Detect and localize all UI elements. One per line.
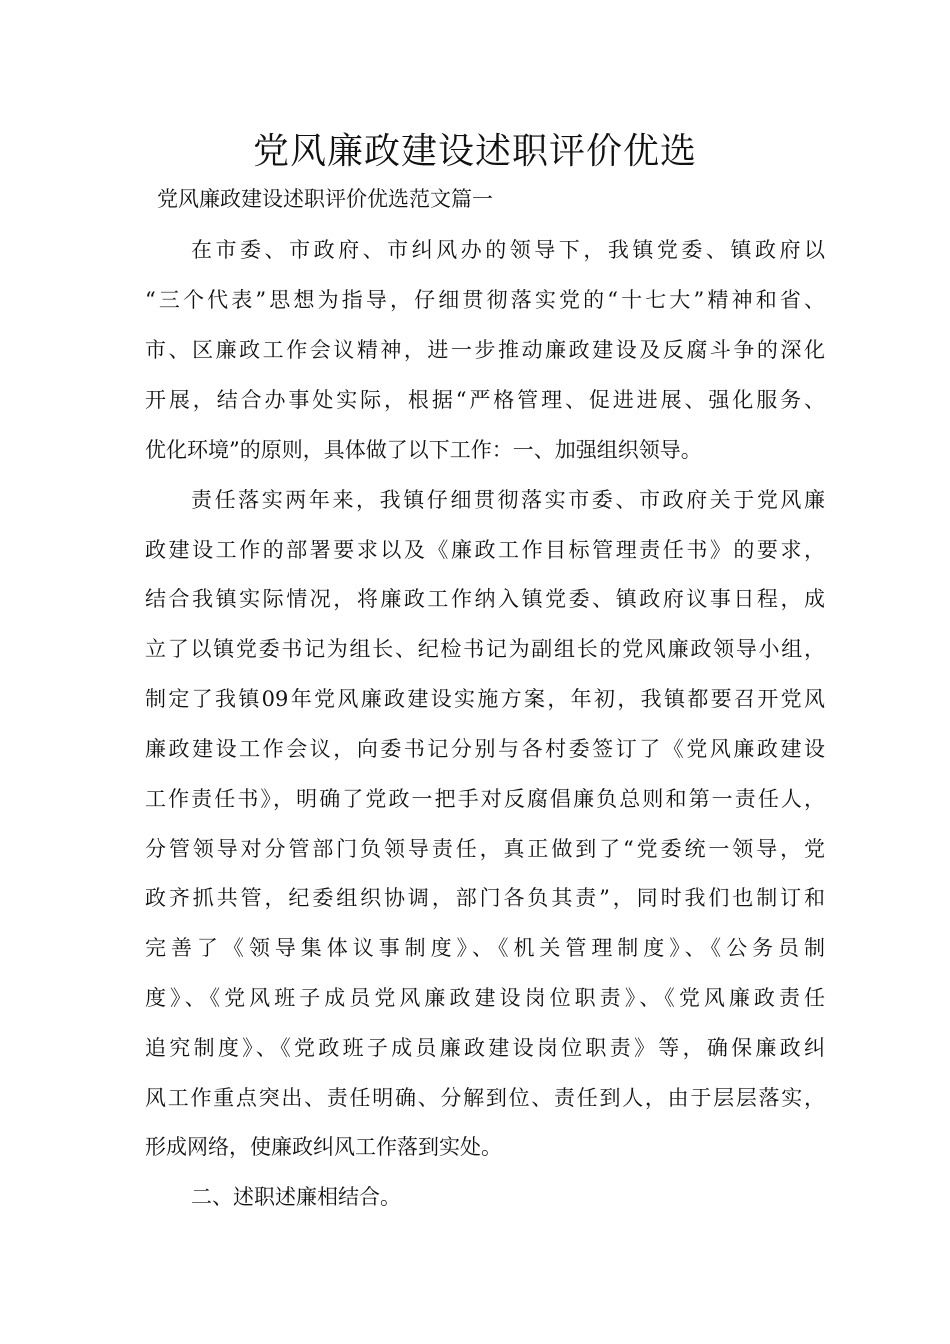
paragraph-line: 分管领导对分管部门负领导责任，真正做到了“党委统一领导，党 xyxy=(145,837,825,861)
paragraph-line: 在市委、市政府、市纠风办的领导下，我镇党委、镇政府以 xyxy=(191,238,825,262)
paragraph-line: 廉政建设工作会议，向委书记分别与各村委签订了《党风廉政建设 xyxy=(145,737,825,761)
paragraph-line: 责任落实两年来，我镇仔细贯彻落实市委、市政府关于党风廉 xyxy=(191,488,825,512)
paragraph-line: 制定了我镇09年党风廉政建设实施方案，年初，我镇都要召开党风 xyxy=(145,687,825,711)
paragraph-line: 优化环境”的原则，具体做了以下工作：一、加强组织领导。 xyxy=(145,438,702,462)
paragraph-line: 形成网络，使廉政纠风工作落到实处。 xyxy=(145,1135,502,1159)
paragraph-line: 追究制度》、《党政班子成员廉政建设岗位职责》等，确保廉政纠 xyxy=(145,1036,825,1060)
paragraph-line: 结合我镇实际情况，将廉政工作纳入镇党委、镇政府议事日程，成 xyxy=(145,587,825,611)
paragraph-line: 市、区廉政工作会议精神，进一步推动廉政建设及反腐斗争的深化 xyxy=(145,338,825,362)
paragraph-line: 政齐抓共管，纪委组织协调，部门各负其责”，同时我们也制订和 xyxy=(145,886,825,910)
paragraph-line: 完善了《领导集体议事制度》、《机关管理制度》、《公务员制 xyxy=(145,936,825,960)
paragraph-line: 度》、《党风班子成员党风廉政建设岗位职责》、《党风廉政责任 xyxy=(145,986,825,1010)
section-heading: 二、述职述廉相结合。 xyxy=(191,1185,401,1209)
document-title: 党风廉政建设述职评价优选 xyxy=(252,131,697,172)
paragraph-line: “三个代表”思想为指导，仔细贯彻落实党的“十七大”精神和省、 xyxy=(145,288,825,312)
paragraph-line: 风工作重点突出、责任明确、分解到位、责任到人，由于层层落实， xyxy=(145,1086,825,1110)
document-subtitle: 党风廉政建设述职评价优选范文篇一 xyxy=(157,187,493,211)
paragraph-line: 开展，结合办事处实际，根据“严格管理、促进进展、强化服务、 xyxy=(145,388,825,412)
paragraph-line: 政建设工作的部署要求以及《廉政工作目标管理责任书》的要求， xyxy=(145,538,825,562)
paragraph-line: 工作责任书》，明确了党政一把手对反腐倡廉负总则和第一责任人， xyxy=(145,787,825,811)
paragraph-line: 立了以镇党委书记为组长、纪检书记为副组长的党风廉政领导小组， xyxy=(145,637,825,661)
